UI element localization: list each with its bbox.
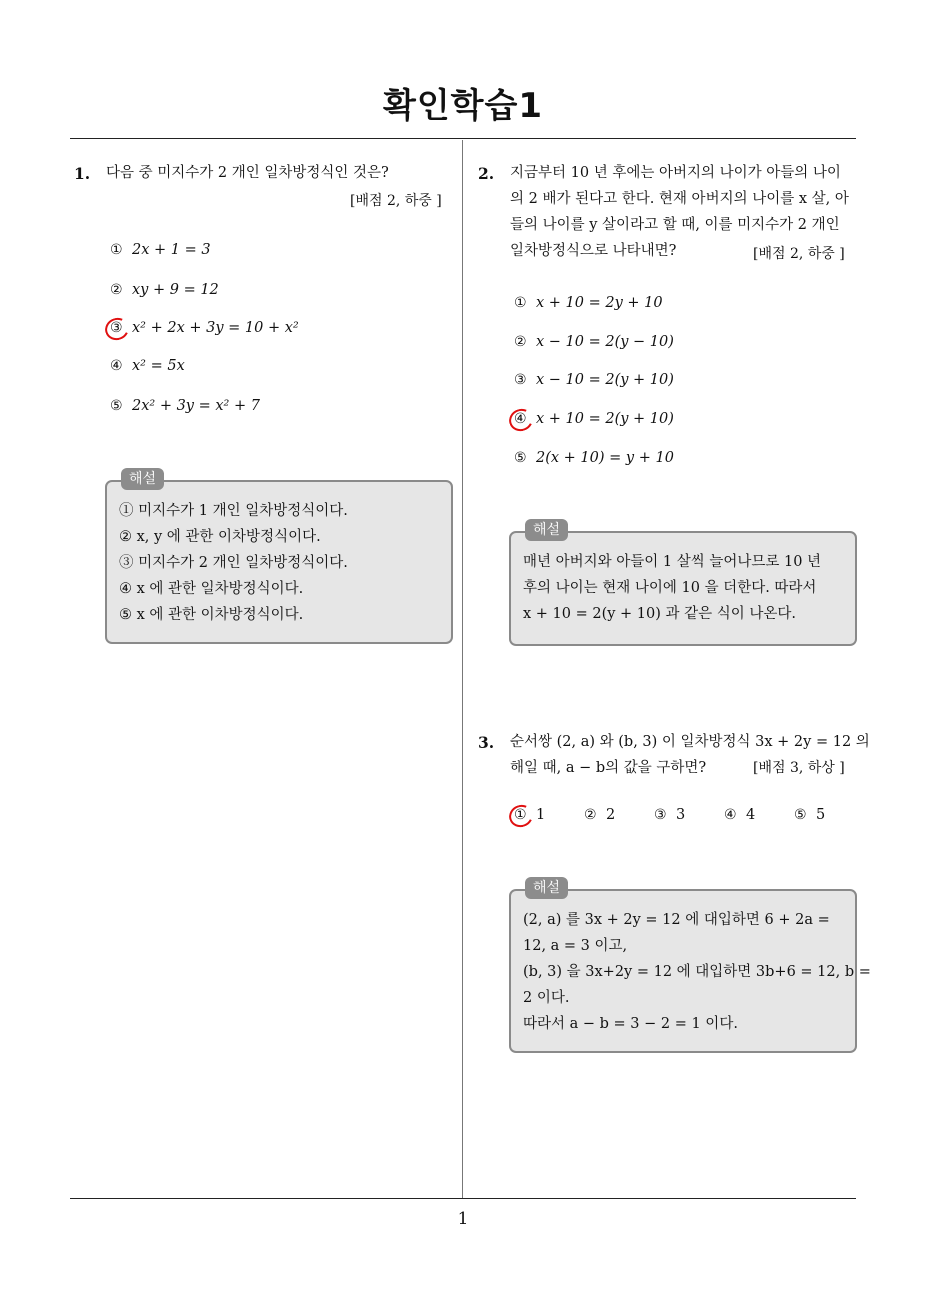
q3-option-4[interactable]: ④ 4 [724,807,756,823]
q1-solution-tag: 해설 [121,468,164,490]
question-2-line: 지금부터 10 년 후에는 아버지의 나이가 아들의 나이 [510,165,841,181]
q2-answer-circle [506,406,536,435]
q1-solution-box [105,471,453,644]
question-1-text: 다음 중 미지수가 2 개인 일차방정식인 것은? [106,165,389,181]
q1-answer-circle [102,315,132,344]
q2-solution-box [509,522,857,646]
q3-answer-circle [506,802,536,831]
q2-option-3[interactable]: ③ x − 10 = 2(y + 10) [514,372,674,388]
question-1-number: 1. [74,164,91,183]
q2-solution-line: 매년 아버지와 아들이 1 살씩 늘어나므로 10 년 [523,554,822,570]
q1-option-3[interactable]: ③ x² + 2x + 3y = 10 + x² [110,320,299,336]
q2-option-4[interactable]: ④ x + 10 = 2(y + 10) [514,411,674,427]
q3-option-2[interactable]: ② 2 [584,807,616,823]
q1-option-1[interactable]: ① 2x + 1 = 3 [110,242,211,258]
q1-solution-line: ② x, y 에 관한 이차방정식이다. [119,529,321,545]
q1-solution-line: ⑤ x 에 관한 이차방정식이다. [119,607,304,623]
question-3-meta: [배점 3, 하상 ] [753,760,845,776]
question-2-number: 2. [478,164,495,183]
q1-solution-line: ① 미지수가 1 개인 일차방정식이다. [119,503,348,519]
q2-option-5[interactable]: ⑤ 2(x + 10) = y + 10 [514,450,674,466]
question-3-line: 해일 때, a − b의 값을 구하면? [510,760,707,776]
q3-solution-line: 12, a = 3 이고, [523,938,628,954]
question-1-meta: [배점 2, 하중 ] [350,193,442,209]
q2-option-2[interactable]: ② x − 10 = 2(y − 10) [514,334,674,350]
q3-option-3[interactable]: ③ 3 [654,807,686,823]
question-2-line: 들의 나이를 y 살이라고 할 때, 이를 미지수가 2 개인 [510,217,840,233]
q1-option-4[interactable]: ④ x² = 5x [110,358,185,374]
column-divider [462,140,463,1198]
q1-solution-line: ④ x 에 관한 일차방정식이다. [119,581,304,597]
q3-solution-line: (2, a) 를 3x + 2y = 12 에 대입하면 6 + 2a = [523,912,830,928]
question-2-meta: [배점 2, 하중 ] [753,246,845,262]
q2-solution-tag: 해설 [525,519,568,541]
q1-option-2[interactable]: ② xy + 9 = 12 [110,282,219,298]
question-3-line: 순서쌍 (2, a) 와 (b, 3) 이 일차방정식 3x + 2y = 12 의 [510,734,870,750]
q3-option-1[interactable]: ① 1 [514,807,546,823]
q2-solution-line: x + 10 = 2(y + 10) 과 같은 식이 나온다. [523,606,797,622]
top-rule [70,138,856,139]
q3-solution-line: 따라서 a − b = 3 − 2 = 1 이다. [523,1016,738,1032]
bottom-rule [70,1198,856,1199]
q3-solution-tag: 해설 [525,877,568,899]
q3-solution-box [509,880,871,1053]
question-2-line: 일차방정식으로 나타내면? [510,243,677,259]
question-2-line: 의 2 배가 된다고 한다. 현재 아버지의 나이를 x 살, 아 [510,191,849,207]
q2-option-1[interactable]: ① x + 10 = 2y + 10 [514,295,663,311]
page-number: 1 [457,1209,469,1229]
question-3-number: 3. [478,733,495,752]
q3-option-5[interactable]: ⑤ 5 [794,807,826,823]
q2-solution-line: 후의 나이는 현재 나이에 10 을 더한다. 따라서 [523,580,817,596]
q3-solution-line: (b, 3) 을 3x+2y = 12 에 대입하면 3b+6 = 12, b = [523,964,871,980]
q1-solution-line: ③ 미지수가 2 개인 일차방정식이다. [119,555,348,571]
page-title: 확인학습1 [382,86,544,126]
q3-solution-line: 2 이다. [523,990,570,1006]
q1-option-5[interactable]: ⑤ 2x² + 3y = x² + 7 [110,398,260,414]
